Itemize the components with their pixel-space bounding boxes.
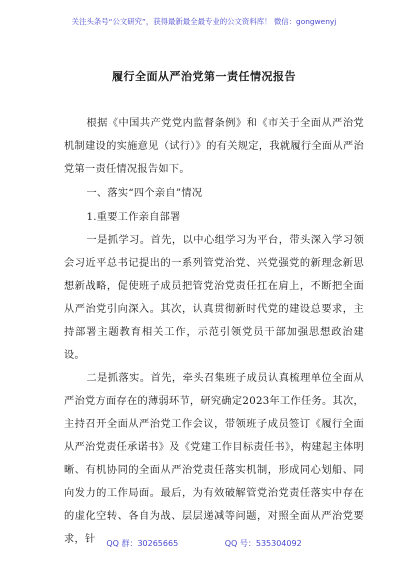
document-body [64, 112, 364, 551]
footer-contact-banner [0, 538, 408, 549]
intro-paragraph: 根据《中国共产党党内监督条例》和《市关于全面从严治党机制建设的实施意见（试行）》的有关规定，我就履行全面从严治党第一责任情况报告如下。 [64, 118, 364, 175]
body-paragraph-study: 一是抓学习。首先，以中心组学习为平台，带头深入学习领会习近平总书记提出的一系列管党治党、兴党强党的新理念新思想新战略，促使班子成员把管党治党责任扛在肩上，不断把全面从严治党引向深入。其次，认真贯彻新时代党的建设总要求，主持部署主题教育相关工作，示范引领党员干部加强思想政治建设。 [64, 235, 364, 361]
document-title: 履行全面从严治党第一责任情况报告 [112, 70, 296, 83]
section-heading: 一、落实“四个亲自”情况 [86, 188, 203, 199]
qq-group-number: QQ 群：30265665 [106, 539, 179, 548]
qq-account-number: QQ 号：535304092 [224, 539, 302, 548]
body-paragraph-implementation: 二是抓落实。首先，牵头召集班子成员认真梳理单位全面从严治党方面存在的薄弱环节，研究确定2023年工作任务。其次，主持召开全面从严治党工作会议，带领班子成员签订《履行全面从严治党责任承诺书》及《党建工作目标责任书》，构建起主体明晰、有机协同的全面从严治党责任落实机制，形成同心划船、同向发力的工作局面。最后，为有效破解管党治党责任落实中存在的虚化空转、各自为战、层层递减等问题，对照全面从严治党要求，针 [64, 373, 364, 545]
subsection-heading: 1.重要工作亲自部署 [86, 212, 181, 223]
header-promo-banner: 关注头条号“公文研究”，获得最新最全最专业的公文资料库！ 微信：gongwenyj [71, 17, 337, 26]
